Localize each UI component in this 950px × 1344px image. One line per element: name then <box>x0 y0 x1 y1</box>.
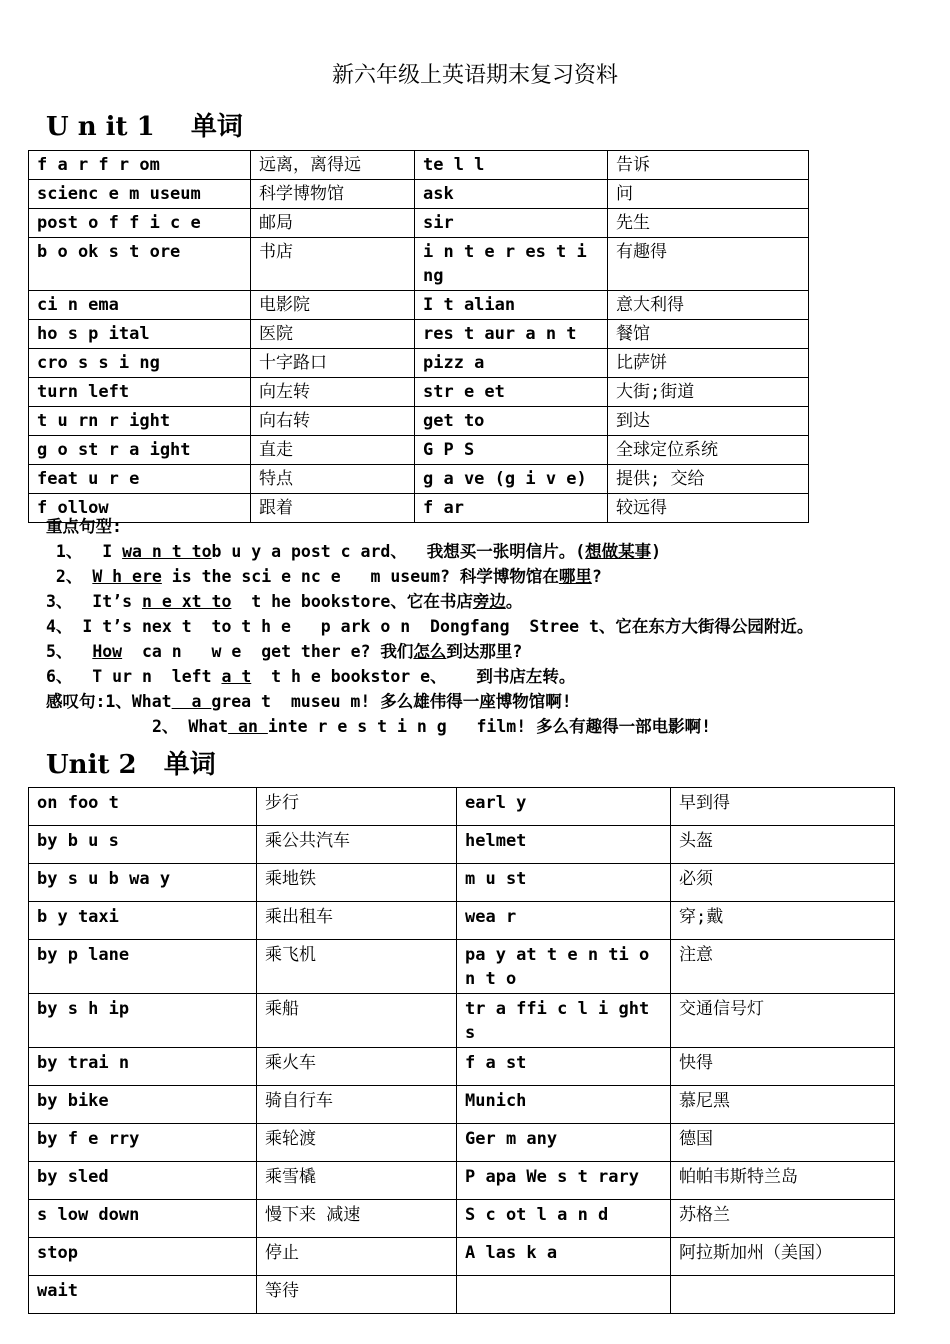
vocab-word: res t aur a n t <box>415 320 608 349</box>
vocab-meaning: 德国 <box>671 1124 895 1162</box>
vocab-meaning: 意大利得 <box>608 291 809 320</box>
vocab-word: wait <box>29 1276 257 1314</box>
table-row <box>29 788 895 826</box>
vocab-word: get to <box>415 407 608 436</box>
vocab-meaning: 骑自行车 <box>257 1086 457 1124</box>
vocab-word: by p lane <box>29 940 257 994</box>
vocab-word: b y taxi <box>29 902 257 940</box>
table-row <box>29 378 809 407</box>
vocab-word: ci n ema <box>29 291 251 320</box>
sentence-1: 1、 I wa n t tob u y a post c ard、 我想买一张明信片。(想做某事) <box>46 542 662 561</box>
vocab-meaning: 向左转 <box>251 378 415 407</box>
unit2-heading: Unit 2 单词 <box>46 750 216 780</box>
table-row <box>29 994 895 1048</box>
exclamation-1: 感叹句:1、What a grea t museu m! 多么雄伟得一座博物馆啊! <box>46 692 572 711</box>
table-row <box>29 1124 895 1162</box>
vocab-word: by b u s <box>29 826 257 864</box>
vocab-meaning: 科学博物馆 <box>251 180 415 209</box>
vocab-word: earl y <box>457 788 671 826</box>
vocab-word: by s h ip <box>29 994 257 1048</box>
table-row <box>29 1086 895 1124</box>
vocab-meaning: 步行 <box>257 788 457 826</box>
sentence-5: 5、 How ca n w e get ther e? 我们怎么到达那里? <box>46 642 523 661</box>
vocab-word: feat u r e <box>29 465 251 494</box>
sentences-heading: 重点句型: <box>46 517 122 536</box>
table-row <box>29 151 809 180</box>
vocab-meaning: 乘出租车 <box>257 902 457 940</box>
vocab-word: by f e rry <box>29 1124 257 1162</box>
vocab-word: by sled <box>29 1162 257 1200</box>
table-row <box>29 320 809 349</box>
vocab-word: ask <box>415 180 608 209</box>
vocab-word: t u rn r ight <box>29 407 251 436</box>
vocab-word: I t alian <box>415 291 608 320</box>
vocab-word: A las k a <box>457 1238 671 1276</box>
vocab-meaning: 乘飞机 <box>257 940 457 994</box>
vocab-meaning: 快得 <box>671 1048 895 1086</box>
vocab-meaning: 先生 <box>608 209 809 238</box>
table-row <box>29 238 809 291</box>
vocab-meaning: 有趣得 <box>608 238 809 291</box>
vocab-word: f ollow <box>29 494 251 523</box>
table-row <box>29 1048 895 1086</box>
vocab-meaning: 跟着 <box>251 494 415 523</box>
vocab-word: pa y at t e n ti o n t o <box>457 940 671 994</box>
vocab-meaning: 全球定位系统 <box>608 436 809 465</box>
table-row <box>29 1238 895 1276</box>
vocab-word: f a r f r om <box>29 151 251 180</box>
vocab-word: g a ve (g i v e) <box>415 465 608 494</box>
vocab-word: Munich <box>457 1086 671 1124</box>
vocab-meaning: 向右转 <box>251 407 415 436</box>
vocab-word: f a st <box>457 1048 671 1086</box>
vocab-meaning: 特点 <box>251 465 415 494</box>
vocab-word: te l l <box>415 151 608 180</box>
exclamation-2: 2、 What an inte r e s t i n g film! 多么有趣得一部电影啊! <box>152 717 712 736</box>
vocab-word: Ger m any <box>457 1124 671 1162</box>
table-row <box>29 1276 895 1314</box>
vocab-meaning: 餐馆 <box>608 320 809 349</box>
vocab-meaning: 告诉 <box>608 151 809 180</box>
vocab-word: turn left <box>29 378 251 407</box>
vocab-meaning: 苏格兰 <box>671 1200 895 1238</box>
vocab-meaning: 头盔 <box>671 826 895 864</box>
vocab-meaning: 早到得 <box>671 788 895 826</box>
vocab-word: helmet <box>457 826 671 864</box>
vocab-meaning: 必须 <box>671 864 895 902</box>
table-row <box>29 180 809 209</box>
unit1-heading: U n it 1 单词 <box>46 112 243 142</box>
vocab-word: stop <box>29 1238 257 1276</box>
vocab-meaning: 注意 <box>671 940 895 994</box>
vocab-meaning: 乘地铁 <box>257 864 457 902</box>
vocab-word: by s u b wa y <box>29 864 257 902</box>
vocab-meaning: 交通信号灯 <box>671 994 895 1048</box>
sentence-2: 2、 W h ere is the sci e nc e m useum? 科学博物馆在哪里? <box>46 567 602 586</box>
vocab-meaning <box>671 1276 895 1314</box>
unit1-vocab-table <box>28 150 809 523</box>
vocab-meaning: 较远得 <box>608 494 809 523</box>
vocab-meaning: 直走 <box>251 436 415 465</box>
table-row <box>29 436 809 465</box>
document-title: 新六年级上英语期末复习资料 <box>331 63 618 88</box>
vocab-word: b o ok s t ore <box>29 238 251 291</box>
table-row <box>29 1200 895 1238</box>
vocab-meaning: 提供; 交给 <box>608 465 809 494</box>
vocab-word: m u st <box>457 864 671 902</box>
vocab-word: S c ot l a n d <box>457 1200 671 1238</box>
table-row <box>29 902 895 940</box>
vocab-word: sir <box>415 209 608 238</box>
sentence-3: 3、 It’s n e xt to t he bookstore、它在书店旁边。 <box>46 592 523 611</box>
vocab-word: on foo t <box>29 788 257 826</box>
vocab-meaning: 大街;街道 <box>608 378 809 407</box>
vocab-word: post o f f i c e <box>29 209 251 238</box>
vocab-word: P apa We s t rary <box>457 1162 671 1200</box>
vocab-word: g o st r a ight <box>29 436 251 465</box>
vocab-meaning: 医院 <box>251 320 415 349</box>
unit2-vocab-table <box>28 787 895 1314</box>
vocab-word: G P S <box>415 436 608 465</box>
vocab-meaning: 阿拉斯加州（美国） <box>671 1238 895 1276</box>
sentence-6: 6、 T ur n left a t t h e bookstor e、 到书店左转。 <box>46 667 576 686</box>
table-row <box>29 349 809 378</box>
vocab-word: ho s p ital <box>29 320 251 349</box>
vocab-meaning: 帕帕韦斯特兰岛 <box>671 1162 895 1200</box>
vocab-word: scienc e m useum <box>29 180 251 209</box>
table-row <box>29 864 895 902</box>
vocab-word: s low down <box>29 1200 257 1238</box>
vocab-meaning: 乘火车 <box>257 1048 457 1086</box>
vocab-meaning: 乘雪橇 <box>257 1162 457 1200</box>
vocab-meaning: 乘船 <box>257 994 457 1048</box>
table-row <box>29 940 895 994</box>
table-row <box>29 291 809 320</box>
table-row <box>29 826 895 864</box>
vocab-word: str e et <box>415 378 608 407</box>
vocab-word: i n t e r es t i ng <box>415 238 608 291</box>
vocab-meaning: 乘公共汽车 <box>257 826 457 864</box>
vocab-meaning: 穿;戴 <box>671 902 895 940</box>
vocab-meaning: 慕尼黑 <box>671 1086 895 1124</box>
vocab-meaning: 停止 <box>257 1238 457 1276</box>
vocab-meaning: 书店 <box>251 238 415 291</box>
table-row <box>29 407 809 436</box>
vocab-meaning: 比萨饼 <box>608 349 809 378</box>
vocab-word: by bike <box>29 1086 257 1124</box>
table-row <box>29 1162 895 1200</box>
key-sentences <box>46 514 926 739</box>
vocab-meaning: 十字路口 <box>251 349 415 378</box>
vocab-word: cro s s i ng <box>29 349 251 378</box>
vocab-meaning: 慢下来 减速 <box>257 1200 457 1238</box>
vocab-meaning: 远离，离得远 <box>251 151 415 180</box>
vocab-meaning: 邮局 <box>251 209 415 238</box>
vocab-word: tr a ffi c l i ght s <box>457 994 671 1048</box>
vocab-word: pizz a <box>415 349 608 378</box>
vocab-meaning: 电影院 <box>251 291 415 320</box>
vocab-word: wea r <box>457 902 671 940</box>
vocab-meaning: 等待 <box>257 1276 457 1314</box>
table-row <box>29 465 809 494</box>
vocab-meaning: 问 <box>608 180 809 209</box>
sentence-4: 4、 I t’s nex t to t h e p ark o n Dongfang Stree t、它在东方大街得公园附近。 <box>46 617 814 636</box>
vocab-meaning: 到达 <box>608 407 809 436</box>
vocab-word: by trai n <box>29 1048 257 1086</box>
vocab-word: f ar <box>415 494 608 523</box>
vocab-meaning: 乘轮渡 <box>257 1124 457 1162</box>
vocab-word <box>457 1276 671 1314</box>
table-row <box>29 209 809 238</box>
